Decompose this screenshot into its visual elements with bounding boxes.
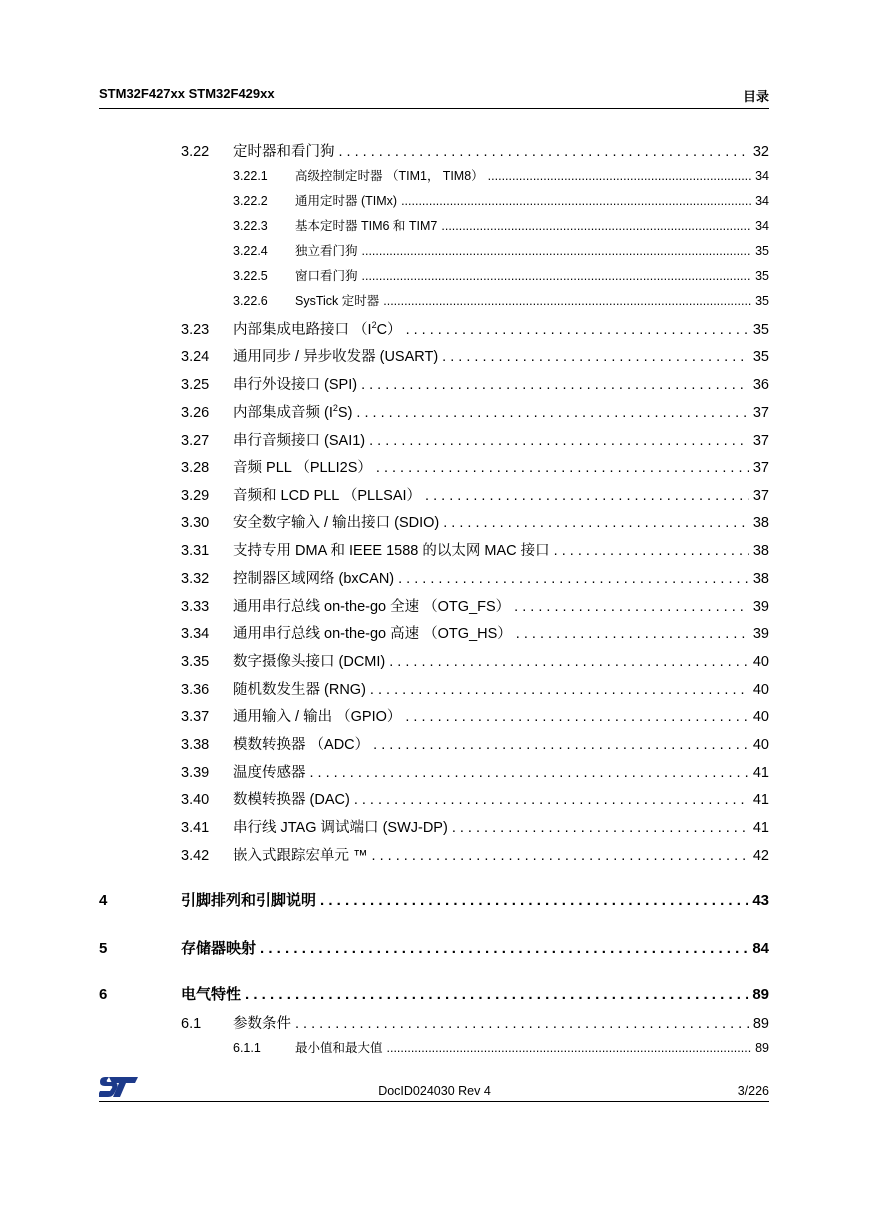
toc-entry-number: 3.22.5 <box>233 269 268 283</box>
toc-entry-number: 3.22.3 <box>233 219 268 233</box>
toc-leader-dots <box>320 892 748 909</box>
toc-entry-number: 3.27 <box>181 433 210 449</box>
toc-entry-number: 3.26 <box>181 405 210 421</box>
toc-entry[interactable] <box>99 705 769 726</box>
toc-entry-number: 3.22.1 <box>233 169 268 183</box>
toc-entry-number: 3.30 <box>181 515 210 531</box>
toc-entry-title-suffix: S) <box>337 405 353 421</box>
toc-entry-title <box>181 889 316 910</box>
toc-leader-dots <box>372 848 749 864</box>
header-rule <box>99 108 769 109</box>
toc-entry[interactable] <box>99 484 769 505</box>
toc-entry-title <box>181 937 256 958</box>
toc-entry-title-text: 温度传感器 <box>233 765 306 781</box>
toc-entry-title <box>233 844 368 865</box>
toc-entry-title <box>233 484 421 505</box>
toc-entry-title-text: 安全数字输入 / 输出接口 (SDIO) <box>233 515 440 531</box>
toc-entry-title-text: 引脚排列和引脚说明 <box>181 892 317 909</box>
footer-doc-id: DocID024030 Rev 4 <box>378 1084 491 1098</box>
toc-entry-page: 36 <box>752 377 769 393</box>
toc-entry-title <box>233 567 394 588</box>
toc-leader-dots <box>405 709 748 725</box>
toc-entry[interactable] <box>99 429 769 450</box>
toc-entry-page: 37 <box>752 433 769 449</box>
toc-entry-page: 34 <box>755 169 769 183</box>
toc-entry-number: 3.22.6 <box>233 294 268 308</box>
toc-leader-dots <box>362 269 752 283</box>
toc-entry-title-text: 参数条件 <box>233 1016 291 1032</box>
toc-entry-number: 3.28 <box>181 460 210 476</box>
toc-entry-page: 35 <box>755 269 769 283</box>
toc-entry-page: 89 <box>752 986 769 1003</box>
toc-leader-dots <box>514 599 749 615</box>
toc-leader-dots <box>443 515 749 531</box>
toc-entry-page: 35 <box>755 244 769 258</box>
toc-entry-page: 38 <box>752 543 769 559</box>
toc-entry-number: 3.34 <box>181 626 210 642</box>
toc-entry-title-text: 通用定时器 (TIMx) <box>295 194 398 208</box>
toc-entry-title-text: 串行线 JTAG 调试端口 (SWJ-DP) <box>233 820 448 836</box>
toc-entry-number: 3.41 <box>181 820 210 836</box>
toc-entry-title <box>233 539 550 560</box>
toc-entry-number: 3.35 <box>181 654 210 670</box>
toc-leader-dots <box>376 460 749 476</box>
toc-entry-page: 40 <box>752 682 769 698</box>
toc-leader-dots <box>295 1016 749 1032</box>
toc-entry-number: 3.42 <box>181 848 210 864</box>
toc-entry[interactable] <box>99 318 769 339</box>
toc-entry[interactable] <box>99 1038 769 1056</box>
toc-entry[interactable] <box>99 266 769 284</box>
toc-entry-title <box>233 678 366 699</box>
toc-leader-dots <box>373 737 749 753</box>
toc-entry-title-text: 数模转换器 (DAC) <box>233 792 350 808</box>
toc-leader-dots <box>441 219 751 233</box>
toc-entry[interactable] <box>99 567 769 588</box>
toc-entry-title <box>233 140 335 161</box>
toc-entry-title-text: 定时器和看门狗 <box>233 144 335 160</box>
toc-entry-title-text: 控制器区域网络 (bxCAN) <box>233 571 395 587</box>
toc-entry-title <box>233 761 306 782</box>
toc-entry[interactable] <box>99 622 769 643</box>
toc-entry[interactable] <box>99 456 769 477</box>
toc-entry-number: 4 <box>99 892 108 909</box>
toc-entry[interactable] <box>99 937 769 958</box>
toc-entry-superscript: 2 <box>371 320 377 331</box>
toc-leader-dots <box>452 820 749 836</box>
toc-entry-page: 38 <box>752 571 769 587</box>
toc-entry-number: 3.25 <box>181 377 210 393</box>
toc-entry-title <box>233 456 372 477</box>
toc-leader-dots <box>362 244 752 258</box>
toc-leader-dots <box>339 144 749 160</box>
toc-entry[interactable] <box>99 191 769 209</box>
toc-entry-title-text: 通用同步 / 异步收发器 (USART) <box>233 349 439 365</box>
footer-rule <box>99 1101 769 1102</box>
toc-entry[interactable] <box>99 678 769 699</box>
toc-entry-title <box>233 511 439 532</box>
toc-entry[interactable] <box>99 595 769 616</box>
toc-entry-page: 42 <box>752 848 769 864</box>
toc-entry-number: 3.23 <box>181 322 210 338</box>
toc-entry-title <box>233 401 352 422</box>
toc-entry-title-text: SysTick 定时器 <box>295 294 380 308</box>
toc-entry-title <box>295 1038 383 1056</box>
toc-entry-title-text: 音频 PLL （PLLI2S） <box>233 460 372 476</box>
toc-entry-number: 3.22 <box>181 144 210 160</box>
toc-leader-dots <box>401 194 751 208</box>
toc-leader-dots <box>425 488 749 504</box>
toc-entry-number: 3.32 <box>181 571 210 587</box>
toc-entry-title-text: 数字摄像头接口 (DCMI) <box>233 654 386 670</box>
toc-entry[interactable] <box>99 291 769 309</box>
toc-entry-page: 37 <box>752 460 769 476</box>
toc-entry-page: 84 <box>752 940 769 957</box>
toc-entry-page: 41 <box>752 765 769 781</box>
toc-entry-number: 5 <box>99 940 108 957</box>
header-doc-title: STM32F427xx STM32F429xx <box>99 86 275 101</box>
toc-entry-title-text: 模数转换器 （ADC） <box>233 737 370 753</box>
toc-entry-number: 3.29 <box>181 488 210 504</box>
toc-leader-dots <box>260 940 748 957</box>
toc-entry-page: 32 <box>752 144 769 160</box>
toc-entry-title-text: 通用串行总线 on-the-go 高速 （OTG_HS） <box>233 626 512 642</box>
toc-entry-number: 3.38 <box>181 737 210 753</box>
footer-page-number: 3/226 <box>737 1084 769 1098</box>
toc-entry-title-text: 基本定时器 TIM6 和 TIM7 <box>295 219 438 233</box>
toc-entry-page: 41 <box>752 792 769 808</box>
toc-entry[interactable] <box>99 816 769 837</box>
toc-entry-number: 3.22.2 <box>233 194 268 208</box>
toc-entry[interactable] <box>99 788 769 809</box>
toc-entry[interactable] <box>99 140 769 161</box>
toc-entry-title <box>233 622 512 643</box>
toc-leader-dots <box>442 349 749 365</box>
toc-entry-title-text: 嵌入式跟踪宏单元 ™ <box>233 848 368 864</box>
toc-entry-title-text: 内部集成音频 (I <box>233 405 333 421</box>
toc-entry-title-text: 高级控制定时器 （TIM1， TIM8） <box>295 169 484 183</box>
toc-entry-title-text: 串行音频接口 (SAI1) <box>233 433 366 449</box>
toc-entry-title <box>295 291 379 309</box>
toc-entry-title-text: 音频和 LCD PLL （PLLSAI） <box>233 488 422 504</box>
toc-leader-dots <box>398 571 749 587</box>
toc-entry-title <box>295 191 397 209</box>
toc-entry-page: 34 <box>755 219 769 233</box>
toc-entry-page: 43 <box>752 892 769 909</box>
toc-leader-dots <box>389 654 749 670</box>
toc-entry-title <box>233 373 357 394</box>
toc-entry-title <box>233 705 401 726</box>
toc-entry-page: 37 <box>752 405 769 421</box>
toc-entry[interactable] <box>99 373 769 394</box>
toc-entry-number: 3.39 <box>181 765 210 781</box>
toc-leader-dots <box>383 294 751 308</box>
toc-entry[interactable] <box>99 216 769 234</box>
toc-entry-title-text: 存储器映射 <box>181 940 257 957</box>
toc-entry[interactable] <box>99 539 769 560</box>
toc-entry[interactable] <box>99 241 769 259</box>
toc-entry[interactable] <box>99 401 769 422</box>
toc-entry-title <box>233 1012 291 1033</box>
toc-entry-page: 35 <box>755 294 769 308</box>
toc-entry[interactable] <box>99 889 769 910</box>
toc-entry-title <box>295 266 358 284</box>
toc-entry-number: 6.1 <box>181 1016 202 1032</box>
toc-entry-page: 34 <box>755 194 769 208</box>
toc-entry-page: 89 <box>755 1041 769 1055</box>
toc-leader-dots <box>387 1041 752 1055</box>
toc-entry-title-text: 电气特性 <box>181 986 242 1003</box>
toc-entry-number: 3.40 <box>181 792 210 808</box>
toc-entry-number: 6.1.1 <box>233 1041 261 1055</box>
toc-entry-page: 39 <box>752 626 769 642</box>
toc-entry[interactable] <box>99 761 769 782</box>
toc-entry-superscript: 2 <box>332 403 338 414</box>
toc-entry-number: 6 <box>99 986 108 1003</box>
toc-entry-page: 40 <box>752 737 769 753</box>
toc-entry-title-text: 窗口看门狗 <box>295 269 358 283</box>
toc-leader-dots <box>354 792 749 808</box>
toc-entry-title-text: 支持专用 DMA 和 IEEE 1588 的以太网 MAC 接口 <box>233 543 550 559</box>
toc-leader-dots <box>361 377 749 393</box>
toc-entry-title <box>233 650 385 671</box>
toc-entry-title <box>233 345 438 366</box>
toc-entry-page: 40 <box>752 709 769 725</box>
toc-entry-title <box>295 241 358 259</box>
toc-entry[interactable] <box>99 345 769 366</box>
toc-leader-dots <box>554 543 749 559</box>
toc-entry-page: 37 <box>752 488 769 504</box>
toc-entry-number: 3.33 <box>181 599 210 615</box>
toc-entry-title-text: 独立看门狗 <box>295 244 358 258</box>
toc-entry-page: 40 <box>752 654 769 670</box>
toc-entry[interactable] <box>99 733 769 754</box>
toc-entry-number: 3.37 <box>181 709 210 725</box>
toc-entry-title-suffix: C） <box>376 322 402 338</box>
toc-entry-page: 35 <box>752 349 769 365</box>
toc-entry-number: 3.31 <box>181 543 210 559</box>
toc-entry-title-text: 通用串行总线 on-the-go 全速 （OTG_FS） <box>233 599 511 615</box>
header-section-title: 目录 <box>742 89 769 104</box>
toc-entry-title-text: 最小值和最大值 <box>295 1041 383 1055</box>
toc-entry[interactable] <box>99 511 769 532</box>
toc-entry-title <box>295 216 437 234</box>
toc-entry[interactable] <box>99 650 769 671</box>
toc-entry-title-text: 通用输入 / 输出 （GPIO） <box>233 709 402 725</box>
toc-entry-title <box>233 429 365 450</box>
toc-leader-dots <box>370 682 749 698</box>
toc-entry-page: 89 <box>752 1016 769 1032</box>
toc-entry[interactable] <box>99 844 769 865</box>
toc-leader-dots <box>310 765 749 781</box>
toc-leader-dots <box>516 626 749 642</box>
toc-entry[interactable] <box>99 166 769 184</box>
toc-leader-dots <box>369 433 749 449</box>
toc-leader-dots <box>356 405 748 421</box>
toc-entry-title-text: 随机数发生器 (RNG) <box>233 682 366 698</box>
toc-entry-title <box>295 166 484 184</box>
toc-entry-page: 38 <box>752 515 769 531</box>
toc-entry-title <box>181 983 241 1004</box>
toc-entry-title <box>233 816 448 837</box>
toc-leader-dots <box>245 986 748 1003</box>
toc-entry-page: 35 <box>752 322 769 338</box>
toc-entry-number: 3.36 <box>181 682 210 698</box>
toc-entry-title-text: 串行外设接口 (SPI) <box>233 377 358 393</box>
toc-leader-dots <box>406 322 749 338</box>
toc-leader-dots <box>488 169 751 183</box>
toc-entry-number: 3.24 <box>181 349 210 365</box>
toc-entry-title-text: 内部集成电路接口 （I <box>233 322 372 338</box>
toc-entry-title <box>233 595 510 616</box>
toc-entry-page: 41 <box>752 820 769 836</box>
toc-entry[interactable] <box>99 1012 769 1033</box>
toc-entry-title <box>233 788 350 809</box>
toc-entry-number: 3.22.4 <box>233 244 268 258</box>
toc-entry-title <box>233 318 402 339</box>
toc-entry-page: 39 <box>752 599 769 615</box>
toc-entry-title <box>233 733 369 754</box>
toc-entry[interactable] <box>99 983 769 1004</box>
